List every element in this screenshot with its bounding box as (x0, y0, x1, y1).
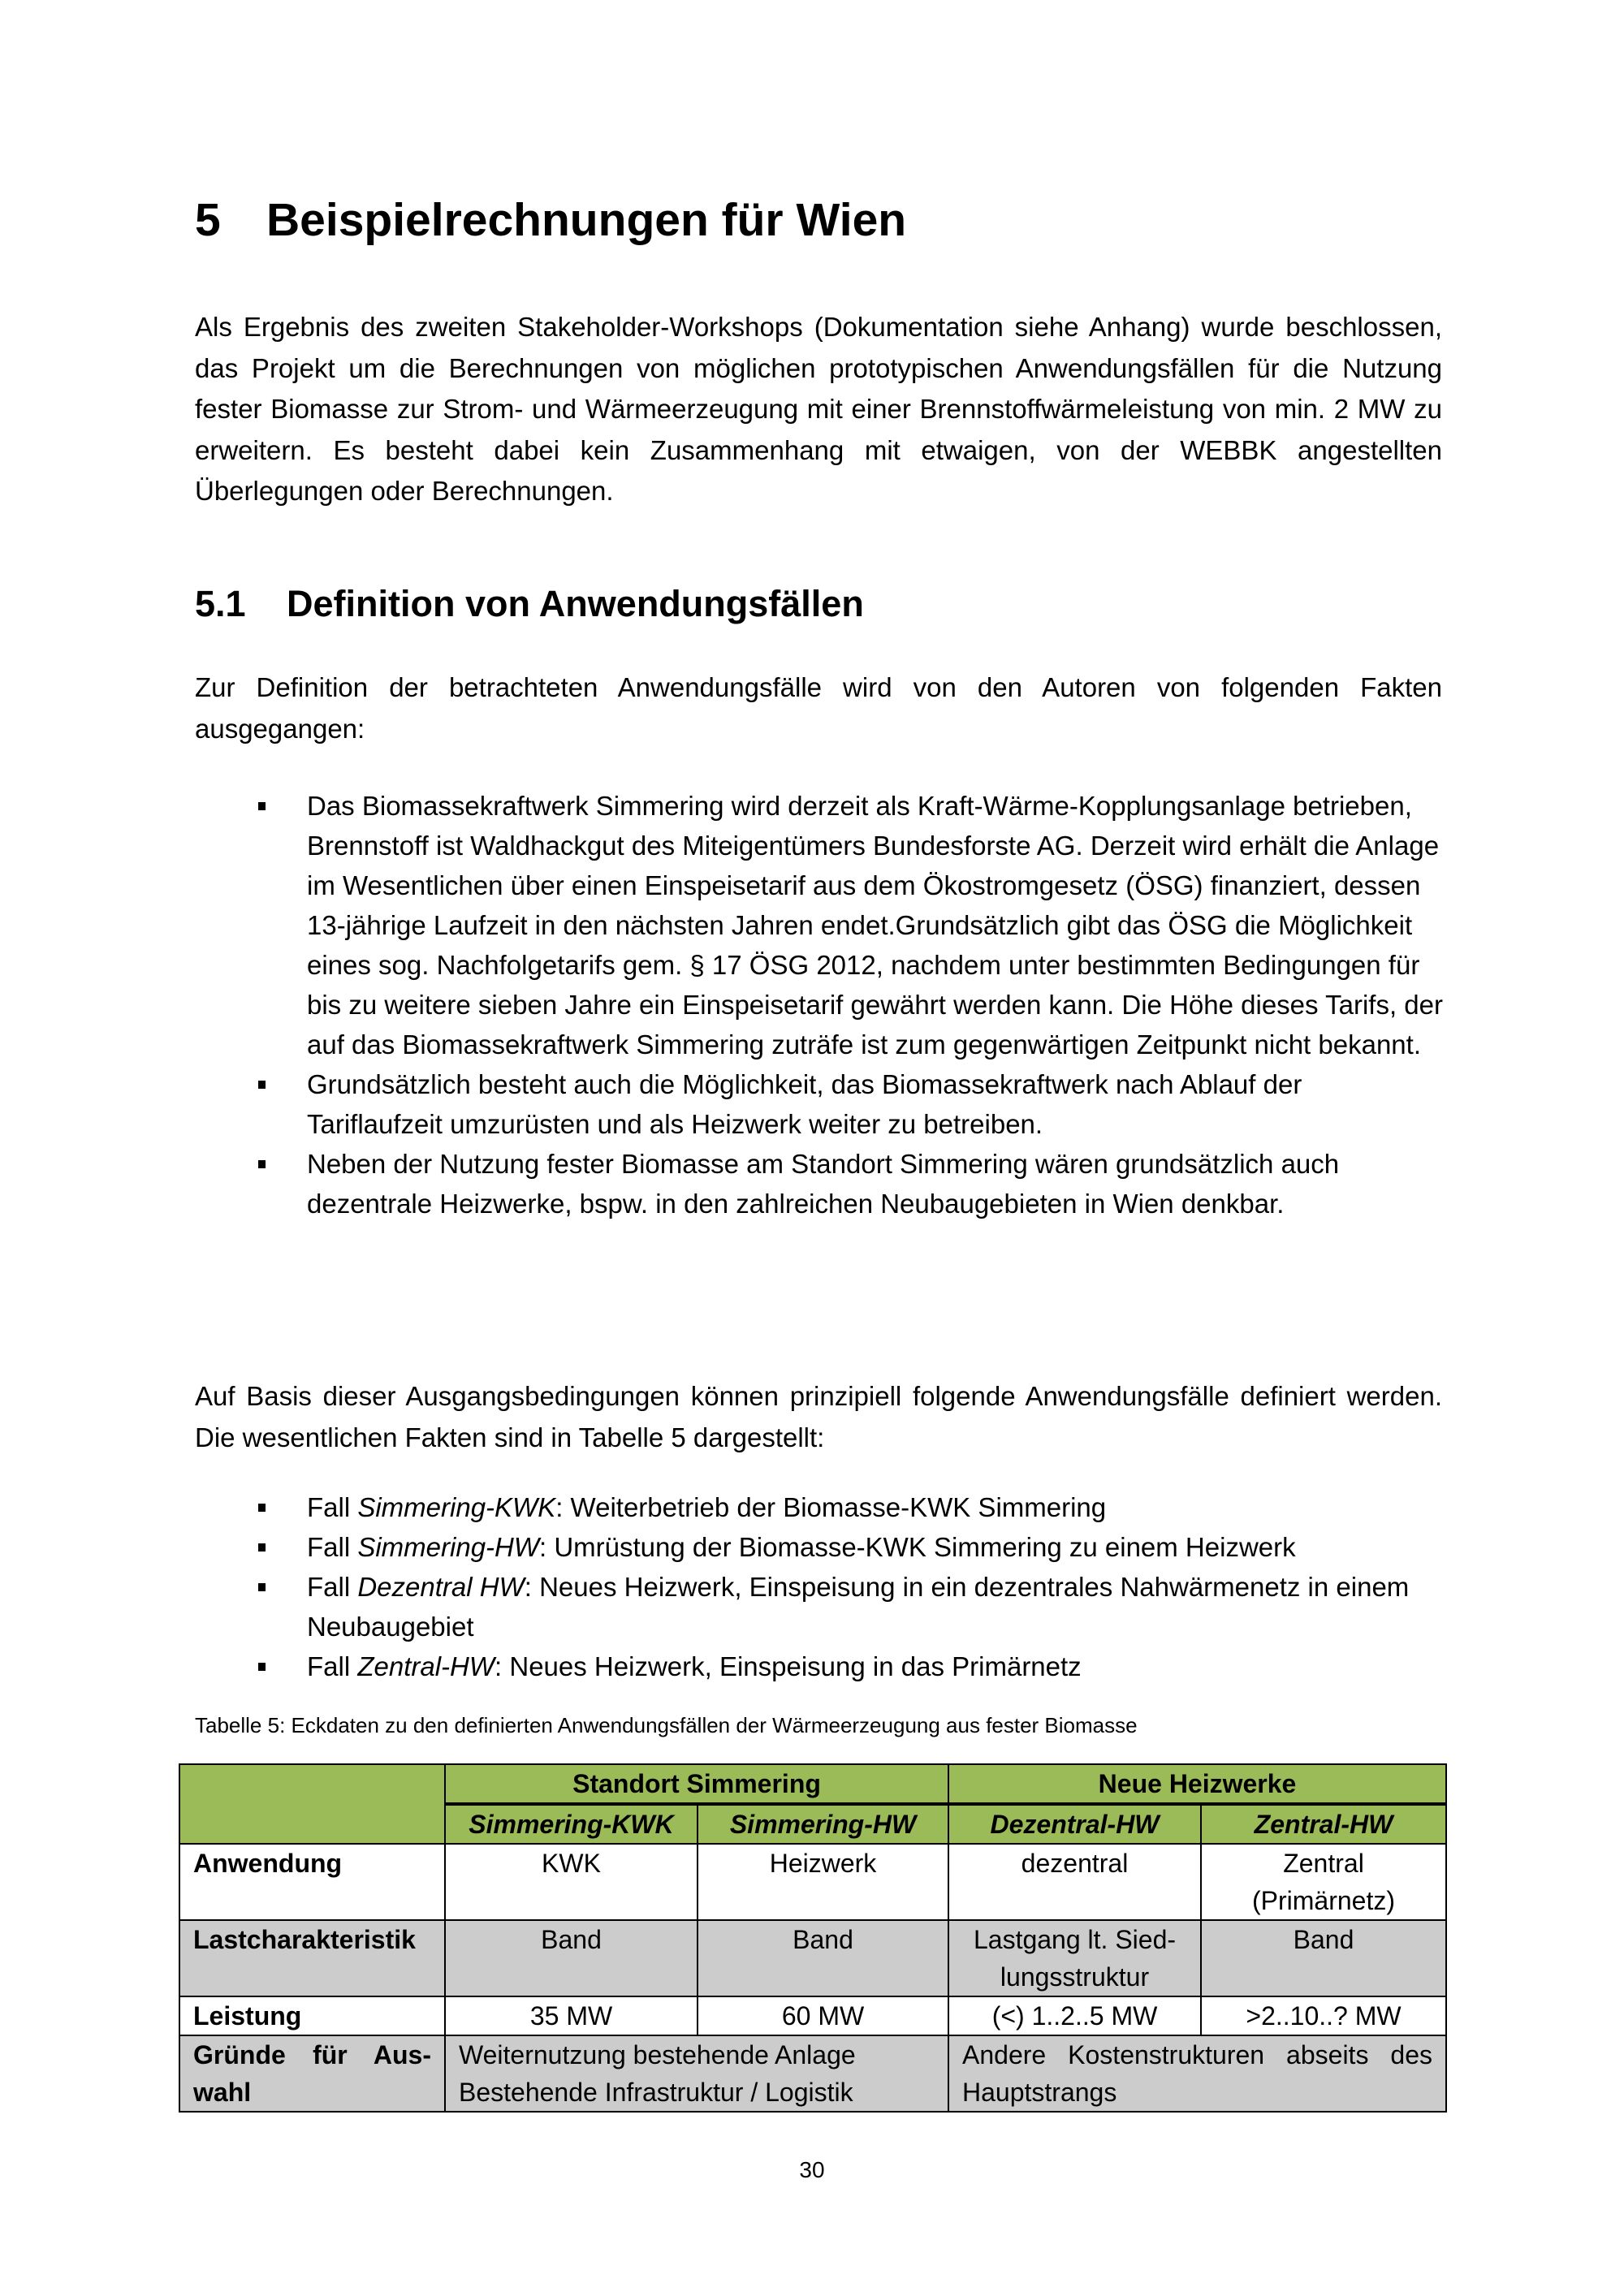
cases-intro-paragraph: Auf Basis dieser Ausgangsbedingungen können prinzipiell folgende Anwendungsfälle definiert werden. Die wesentlichen Fakten sind in Tabelle 5 dargestellt: (195, 1381, 1442, 1452)
table-cell: Band (698, 1920, 948, 1996)
list-item (258, 1487, 1444, 1527)
table-caption: Tabelle 5: Eckdaten zu den definierten Anwendungsfällen der Wärmeerzeugung aus fester Biomasse (195, 1713, 1138, 1737)
case-name: Simmering-HW (357, 1532, 540, 1562)
case-description: : Neues Heizwerk, Einspeisung in ein dezentrales Nahwärmenetz in einem Neubaugebiet (307, 1572, 1410, 1642)
table-cell: Zentral (Primärnetz) (1201, 1844, 1446, 1920)
list-item (258, 1064, 1444, 1144)
chapter-title: Beispielrechnungen für Wien (266, 194, 907, 246)
table-cell: dezentral (948, 1844, 1201, 1920)
chapter-number: 5 (195, 194, 221, 246)
fact-text: Das Biomassekraftwerk Simmering wird derzeit als Kraft-Wärme-Kopplungsanlage betrieben, Brennstoff ist Waldhackgut des Miteigentümers Bundesforste AG. Derzeit wird erhält die Anlage im Wesentlichen über einen Einspeisetarif aus dem Ökostromgesetz (ÖSG) finanziert, dessen 13-jährige Laufzeit in den nächsten Jahren endet.Grundsätzlich gibt das ÖSG die Möglichkeit eines sog. Nachfolgetarifs gem. § 17 ÖSG 2012, nachdem unter bestimmten Bedingungen für bis zu weitere sieben Jahre ein Einspeisetarif gewährt werden kann. Die Höhe dieses Tarifs, der auf das Biomassekraftwerk Simmering zuträfe ist zum gegenwärtigen Zeitpunkt nicht bekannt. (307, 791, 1443, 1060)
square-bullet-icon (258, 1081, 266, 1089)
column-header: Simmering-KWK (445, 1804, 698, 1844)
use-cases-table (179, 1763, 1447, 2113)
case-description: : Umrüstung der Biomasse-KWK Simmering zu einem Heizwerk (539, 1532, 1296, 1562)
table-cell: 35 MW (445, 1996, 698, 2035)
table-row (179, 1996, 1446, 2035)
list-item (258, 1567, 1444, 1646)
case-prefix: Fall (307, 1532, 358, 1562)
case-prefix: Fall (307, 1572, 358, 1602)
table-cell: Band (445, 1920, 698, 1996)
square-bullet-icon (258, 1160, 266, 1168)
list-item (258, 1646, 1444, 1686)
table-cell: >2..10..? MW (1201, 1996, 1446, 2035)
fact-text: Neben der Nutzung fester Biomasse am Standort Simmering wären grundsätzlich auch dezentrale Heizwerke, bspw. in den zahlreichen Neubaugebieten in Wien denkbar. (307, 1149, 1340, 1219)
table-cell: (<) 1..2..5 MW (948, 1996, 1201, 2035)
square-bullet-icon (258, 1663, 266, 1671)
column-header: Simmering-HW (698, 1804, 948, 1844)
section-title: Definition von Anwendungsfällen (287, 583, 864, 624)
table-row (179, 2035, 1446, 2112)
row-label: Gründe für Auswahl (179, 2035, 445, 2112)
group-header: Standort Simmering (445, 1764, 948, 1804)
square-bullet-icon (258, 1543, 266, 1552)
fact-text: Grundsätzlich besteht auch die Möglichkeit, das Biomassekraftwerk nach Ablauf der Tariflaufzeit umzurüsten und als Heizwerk weiter zu betreiben. (307, 1069, 1302, 1139)
case-description: : Weiterbetrieb der Biomasse-KWK Simmering (555, 1492, 1107, 1522)
table-cell: Andere Kostenstrukturen abseits des Hauptstrangs (948, 2035, 1446, 2112)
table-cell: Band (1201, 1920, 1446, 1996)
facts-list (258, 786, 1444, 1224)
intro-paragraph: Als Ergebnis des zweiten Stakeholder-Workshops (Dokumentation siehe Anhang) wurde beschlossen, das Projekt um die Berechnungen von möglichen prototypischen Anwendungsfällen für die Nutzung fester Biomasse zur Strom- und Wärmeerzeugung mit einer Brennstoffwärmeleistung von min. 2 MW zu erweitern. Es besteht dabei kein Zusammenhang mit etwaigen, von der WEBBK angestellten Überlegungen oder Berechnungen. (195, 312, 1442, 506)
table-cell: KWK (445, 1844, 698, 1920)
square-bullet-icon (258, 1583, 266, 1591)
group-header: Neue Heizwerke (948, 1764, 1446, 1804)
table-cell (445, 2035, 948, 2112)
list-item (258, 786, 1444, 1064)
chapter-heading (195, 192, 906, 248)
case-name: Simmering-KWK (357, 1492, 556, 1522)
table-cell: 60 MW (698, 1996, 948, 2035)
table-corner-cell (179, 1764, 445, 1844)
table-cell: Lastgang lt. Siedlungsstruktur (948, 1920, 1201, 1996)
section-heading (195, 581, 864, 627)
case-name: Zentral-HW (357, 1651, 495, 1681)
list-item (258, 1527, 1444, 1567)
reason-line: Weiternutzung bestehende Anlage (459, 2040, 856, 2069)
table-row (179, 1920, 1446, 1996)
table-row (179, 1844, 1446, 1920)
column-header: Zentral-HW (1201, 1804, 1446, 1844)
reason-line: Bestehende Infrastruktur / Logistik (459, 2078, 853, 2107)
square-bullet-icon (258, 802, 266, 810)
case-description: : Neues Heizwerk, Einspeisung in das Primärnetz (495, 1651, 1082, 1681)
page-number: 30 (799, 2157, 825, 2182)
case-name: Dezentral HW (357, 1572, 525, 1602)
square-bullet-icon (258, 1504, 266, 1512)
table-cell: Heizwerk (698, 1844, 948, 1920)
definition-intro-paragraph: Zur Definition der betrachteten Anwendungsfälle wird von den Autoren von folgenden Fakten ausgegangen: (195, 672, 1442, 744)
column-header: Dezentral-HW (948, 1804, 1201, 1844)
row-label: Anwendung (179, 1844, 445, 1920)
case-prefix: Fall (307, 1492, 358, 1522)
row-label: Leistung (179, 1996, 445, 2035)
row-label: Lastcharakteristik (179, 1920, 445, 1996)
section-number: 5.1 (195, 583, 246, 624)
list-item (258, 1144, 1444, 1224)
cases-list (258, 1487, 1444, 1686)
case-prefix: Fall (307, 1651, 358, 1681)
